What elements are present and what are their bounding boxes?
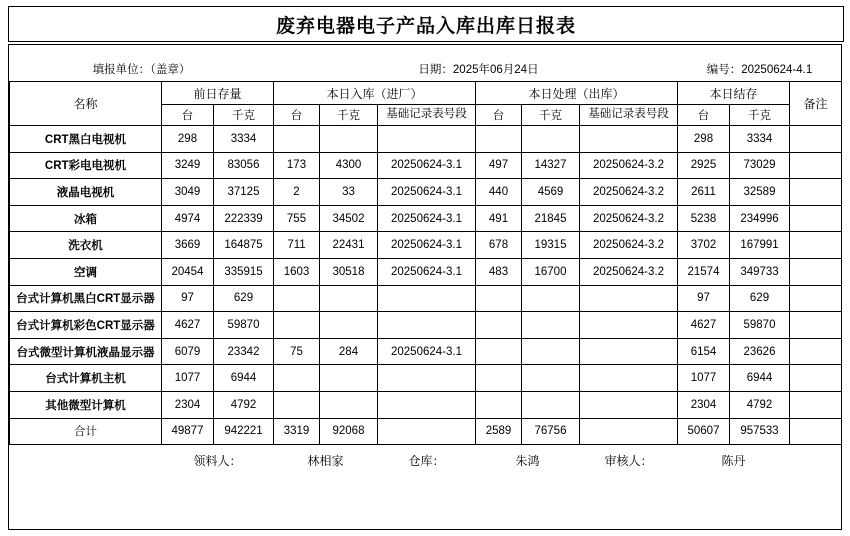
- header-prev-tai: 台: [162, 105, 214, 126]
- total-end-kg: 957533: [730, 418, 790, 445]
- total-label: 合计: [10, 418, 162, 445]
- header-out-record-no: 基础记录表号段: [580, 105, 678, 126]
- row-prev-kg: 37125: [214, 179, 274, 206]
- row-prev-tai: 298: [162, 126, 214, 153]
- header-row-1: [10, 82, 842, 105]
- header-in-kg: 千克: [320, 105, 378, 126]
- total-prev-kg: 942221: [214, 418, 274, 445]
- header-out-tai: 台: [476, 105, 522, 126]
- row-end-tai: 2304: [678, 391, 730, 418]
- row-prev-tai: 3249: [162, 152, 214, 179]
- row-end-kg: 234996: [730, 205, 790, 232]
- row-prev-kg: 6944: [214, 365, 274, 392]
- row-prev-kg: 4792: [214, 391, 274, 418]
- row-out-tai: [476, 391, 522, 418]
- row-end-tai: 21574: [678, 258, 730, 285]
- row-end-kg: 3334: [730, 126, 790, 153]
- report-date-value: 2025年06月24日: [452, 64, 539, 76]
- row-name: CRT黑白电视机: [10, 126, 162, 153]
- table-row: [10, 258, 842, 285]
- row-remark: [790, 365, 842, 392]
- row-prev-kg: 164875: [214, 232, 274, 259]
- report-number-label: 编号：: [706, 64, 742, 76]
- row-out-tai: [476, 312, 522, 339]
- signature-blank: [10, 445, 162, 476]
- row-in-kg: 4300: [320, 152, 378, 179]
- row-in-kg: [320, 391, 378, 418]
- row-out-no: [580, 391, 678, 418]
- row-name: 洗衣机: [10, 232, 162, 259]
- row-prev-tai: 3049: [162, 179, 214, 206]
- page-title: 废弃电器电子产品入库出库日报表: [275, 15, 576, 37]
- row-remark: [790, 152, 842, 179]
- meta-row: [10, 57, 842, 82]
- row-name: 台式计算机主机: [10, 365, 162, 392]
- table-total-row: [10, 418, 842, 445]
- report-grid: [8, 44, 842, 530]
- row-out-kg: [522, 391, 580, 418]
- row-name: 其他微型计算机: [10, 391, 162, 418]
- table-row: [10, 152, 842, 179]
- header-out-today: 本日处理（出库）: [476, 82, 678, 105]
- row-end-kg: 629: [730, 285, 790, 312]
- row-in-no: 20250624-3.1: [378, 232, 476, 259]
- row-out-tai: [476, 338, 522, 365]
- row-end-tai: 97: [678, 285, 730, 312]
- header-end-kg: 千克: [730, 105, 790, 126]
- row-out-kg: 4569: [522, 179, 580, 206]
- row-end-tai: 2611: [678, 179, 730, 206]
- report-date-label: 日期：: [418, 64, 453, 76]
- header-remark: 备注: [790, 82, 842, 126]
- row-name: 台式微型计算机液晶显示器: [10, 338, 162, 365]
- row-in-kg: [320, 126, 378, 153]
- row-prev-tai: 20454: [162, 258, 214, 285]
- row-name: 液晶电视机: [10, 179, 162, 206]
- row-in-kg: [320, 285, 378, 312]
- spacer-cell: [522, 45, 580, 57]
- row-remark: [790, 285, 842, 312]
- row-end-kg: 32589: [730, 179, 790, 206]
- spacer-cell: [790, 45, 842, 57]
- row-end-kg: 6944: [730, 365, 790, 392]
- picker-value: 林相家: [307, 453, 344, 468]
- row-end-tai: 3702: [678, 232, 730, 259]
- row-in-tai: [274, 365, 320, 392]
- row-out-tai: 483: [476, 258, 522, 285]
- spacer-cell: [320, 45, 378, 57]
- total-in-tai: 3319: [274, 418, 320, 445]
- row-prev-tai: 4627: [162, 312, 214, 339]
- row-in-no: 20250624-3.1: [378, 338, 476, 365]
- row-in-no: 20250624-3.1: [378, 258, 476, 285]
- row-remark: [790, 126, 842, 153]
- row-remark: [790, 205, 842, 232]
- spacer-cell: [580, 45, 678, 57]
- row-out-kg: 16700: [522, 258, 580, 285]
- row-out-kg: 19315: [522, 232, 580, 259]
- row-end-tai: 4627: [678, 312, 730, 339]
- row-out-kg: [522, 365, 580, 392]
- warehouse-value: 朱鸿: [515, 453, 540, 468]
- table-row: [10, 179, 842, 206]
- row-prev-kg: 222339: [214, 205, 274, 232]
- table-row: [10, 312, 842, 339]
- report-title-bar: [8, 6, 844, 42]
- row-out-kg: [522, 285, 580, 312]
- row-in-tai: [274, 391, 320, 418]
- row-end-tai: 1077: [678, 365, 730, 392]
- header-name: 名称: [10, 82, 162, 126]
- total-out-kg: 76756: [522, 418, 580, 445]
- table-row: [10, 285, 842, 312]
- total-out-tai: 2589: [476, 418, 522, 445]
- row-out-no: [580, 285, 678, 312]
- report-number-value: 20250624-4.1: [741, 64, 813, 76]
- row-out-kg: [522, 126, 580, 153]
- row-in-tai: [274, 126, 320, 153]
- row-in-no: 20250624-3.1: [378, 179, 476, 206]
- row-in-tai: [274, 285, 320, 312]
- signature-row: [10, 445, 842, 476]
- row-out-tai: 440: [476, 179, 522, 206]
- report-number: [678, 57, 842, 82]
- filing-unit-label: 填报单位：（盖章）: [92, 64, 191, 76]
- row-in-kg: 284: [320, 338, 378, 365]
- row-prev-kg: 23342: [214, 338, 274, 365]
- row-remark: [790, 391, 842, 418]
- table-row: [10, 365, 842, 392]
- auditor-value: 陈丹: [721, 453, 746, 468]
- row-out-no: [580, 338, 678, 365]
- meta-gap-2: [580, 57, 678, 82]
- row-in-tai: 173: [274, 152, 320, 179]
- row-end-kg: 4792: [730, 391, 790, 418]
- row-end-kg: 349733: [730, 258, 790, 285]
- row-name: 空调: [10, 258, 162, 285]
- row-in-tai: 75: [274, 338, 320, 365]
- row-out-kg: [522, 312, 580, 339]
- row-prev-tai: 2304: [162, 391, 214, 418]
- row-end-tai: 6154: [678, 338, 730, 365]
- row-prev-kg: 629: [214, 285, 274, 312]
- row-out-no: [580, 365, 678, 392]
- row-in-tai: 755: [274, 205, 320, 232]
- row-prev-kg: 83056: [214, 152, 274, 179]
- row-end-tai: 2925: [678, 152, 730, 179]
- row-in-kg: [320, 365, 378, 392]
- row-end-tai: 298: [678, 126, 730, 153]
- row-prev-tai: 3669: [162, 232, 214, 259]
- total-out-no: [580, 418, 678, 445]
- row-in-no: 20250624-3.1: [378, 205, 476, 232]
- total-in-kg: 92068: [320, 418, 378, 445]
- spacer-cell: [476, 45, 522, 57]
- table-row: [10, 391, 842, 418]
- row-out-tai: 497: [476, 152, 522, 179]
- signature-blank-2: [790, 445, 842, 476]
- header-end-stock: 本日结存: [678, 82, 790, 105]
- header-prev-kg: 千克: [214, 105, 274, 126]
- row-prev-kg: 59870: [214, 312, 274, 339]
- row-prev-kg: 3334: [214, 126, 274, 153]
- row-out-no: 20250624-3.2: [580, 205, 678, 232]
- spacer-cell: [378, 45, 476, 57]
- row-in-tai: 1603: [274, 258, 320, 285]
- row-out-no: [580, 126, 678, 153]
- row-prev-tai: 6079: [162, 338, 214, 365]
- row-out-kg: [522, 338, 580, 365]
- row-remark: [790, 258, 842, 285]
- row-in-tai: 2: [274, 179, 320, 206]
- report-table: [9, 45, 842, 475]
- header-in-tai: 台: [274, 105, 320, 126]
- row-out-kg: 21845: [522, 205, 580, 232]
- row-end-kg: 73029: [730, 152, 790, 179]
- picker-label: 领料人：: [193, 453, 242, 468]
- row-in-kg: 30518: [320, 258, 378, 285]
- row-in-tai: 711: [274, 232, 320, 259]
- row-name: 冰箱: [10, 205, 162, 232]
- header-prev-stock: 前日存量: [162, 82, 274, 105]
- row-out-no: 20250624-3.2: [580, 179, 678, 206]
- row-prev-tai: 4974: [162, 205, 214, 232]
- row-out-no: 20250624-3.2: [580, 258, 678, 285]
- row-end-kg: 167991: [730, 232, 790, 259]
- table-row: [10, 205, 842, 232]
- spacer-cell: [274, 45, 320, 57]
- row-out-tai: [476, 126, 522, 153]
- spacer-cell: [214, 45, 274, 57]
- row-out-kg: 14327: [522, 152, 580, 179]
- row-remark: [790, 179, 842, 206]
- spacer-cell: [730, 45, 790, 57]
- table-row: [10, 232, 842, 259]
- row-name: 台式计算机黑白CRT显示器: [10, 285, 162, 312]
- report-date: [378, 57, 580, 82]
- row-remark: [790, 312, 842, 339]
- row-in-kg: 22431: [320, 232, 378, 259]
- row-in-no: [378, 391, 476, 418]
- total-remark: [790, 418, 842, 445]
- row-in-no: 20250624-3.1: [378, 152, 476, 179]
- row-in-kg: [320, 312, 378, 339]
- spacer-cell: [10, 45, 162, 57]
- row-in-no: [378, 365, 476, 392]
- row-out-no: [580, 312, 678, 339]
- row-out-tai: 678: [476, 232, 522, 259]
- total-end-tai: 50607: [678, 418, 730, 445]
- row-in-no: [378, 285, 476, 312]
- row-in-no: [378, 312, 476, 339]
- header-end-tai: 台: [678, 105, 730, 126]
- row-out-no: 20250624-3.2: [580, 152, 678, 179]
- row-name: 台式计算机彩色CRT显示器: [10, 312, 162, 339]
- header-in-record-no: 基础记录表号段: [378, 105, 476, 126]
- spacer-cell: [162, 45, 214, 57]
- total-in-no: [378, 418, 476, 445]
- row-prev-tai: 1077: [162, 365, 214, 392]
- row-prev-tai: 97: [162, 285, 214, 312]
- row-remark: [790, 232, 842, 259]
- row-in-kg: 34502: [320, 205, 378, 232]
- table-row: [10, 338, 842, 365]
- row-end-tai: 5238: [678, 205, 730, 232]
- header-in-today: 本日入库（进厂）: [274, 82, 476, 105]
- header-out-kg: 千克: [522, 105, 580, 126]
- row-prev-kg: 335915: [214, 258, 274, 285]
- row-out-tai: [476, 365, 522, 392]
- table-row: [10, 126, 842, 153]
- row-end-kg: 59870: [730, 312, 790, 339]
- row-remark: [790, 338, 842, 365]
- row-end-kg: 23626: [730, 338, 790, 365]
- row-in-kg: 33: [320, 179, 378, 206]
- warehouse-label: 仓库：: [408, 453, 445, 468]
- row-in-tai: [274, 312, 320, 339]
- auditor-label: 审核人：: [604, 453, 653, 468]
- row-name: CRT彩电电视机: [10, 152, 162, 179]
- spacer-row: [10, 45, 842, 57]
- row-out-no: 20250624-3.2: [580, 232, 678, 259]
- row-in-no: [378, 126, 476, 153]
- row-out-tai: [476, 285, 522, 312]
- total-prev-tai: 49877: [162, 418, 214, 445]
- spacer-cell: [678, 45, 730, 57]
- meta-gap: [274, 57, 378, 82]
- row-out-tai: 491: [476, 205, 522, 232]
